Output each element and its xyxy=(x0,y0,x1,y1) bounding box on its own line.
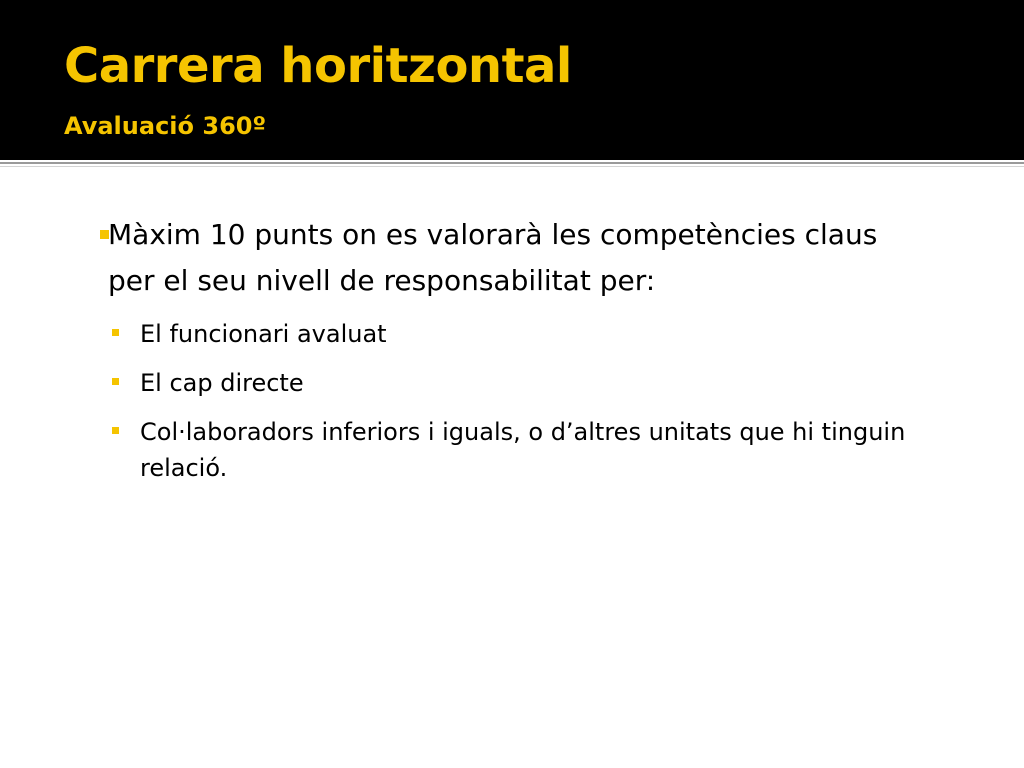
square-bullet-icon xyxy=(112,427,119,434)
slide-subtitle: Avaluació 360º xyxy=(64,112,266,140)
slide-title: Carrera horitzontal xyxy=(64,38,572,94)
sub-bullet-text: El cap directe xyxy=(140,369,304,397)
square-bullet-icon xyxy=(112,329,119,336)
sub-bullet-text: Col·laboradors inferiors i iguals, o d’altres unitats que hi tinguin relació. xyxy=(140,418,906,482)
square-bullet-icon xyxy=(112,378,119,385)
sub-bullet-text: El funcionari avaluat xyxy=(140,320,387,348)
bullet-text: Màxim 10 punts on es valorarà les competències claus per el seu nivell de responsabilitat per: xyxy=(108,218,878,297)
